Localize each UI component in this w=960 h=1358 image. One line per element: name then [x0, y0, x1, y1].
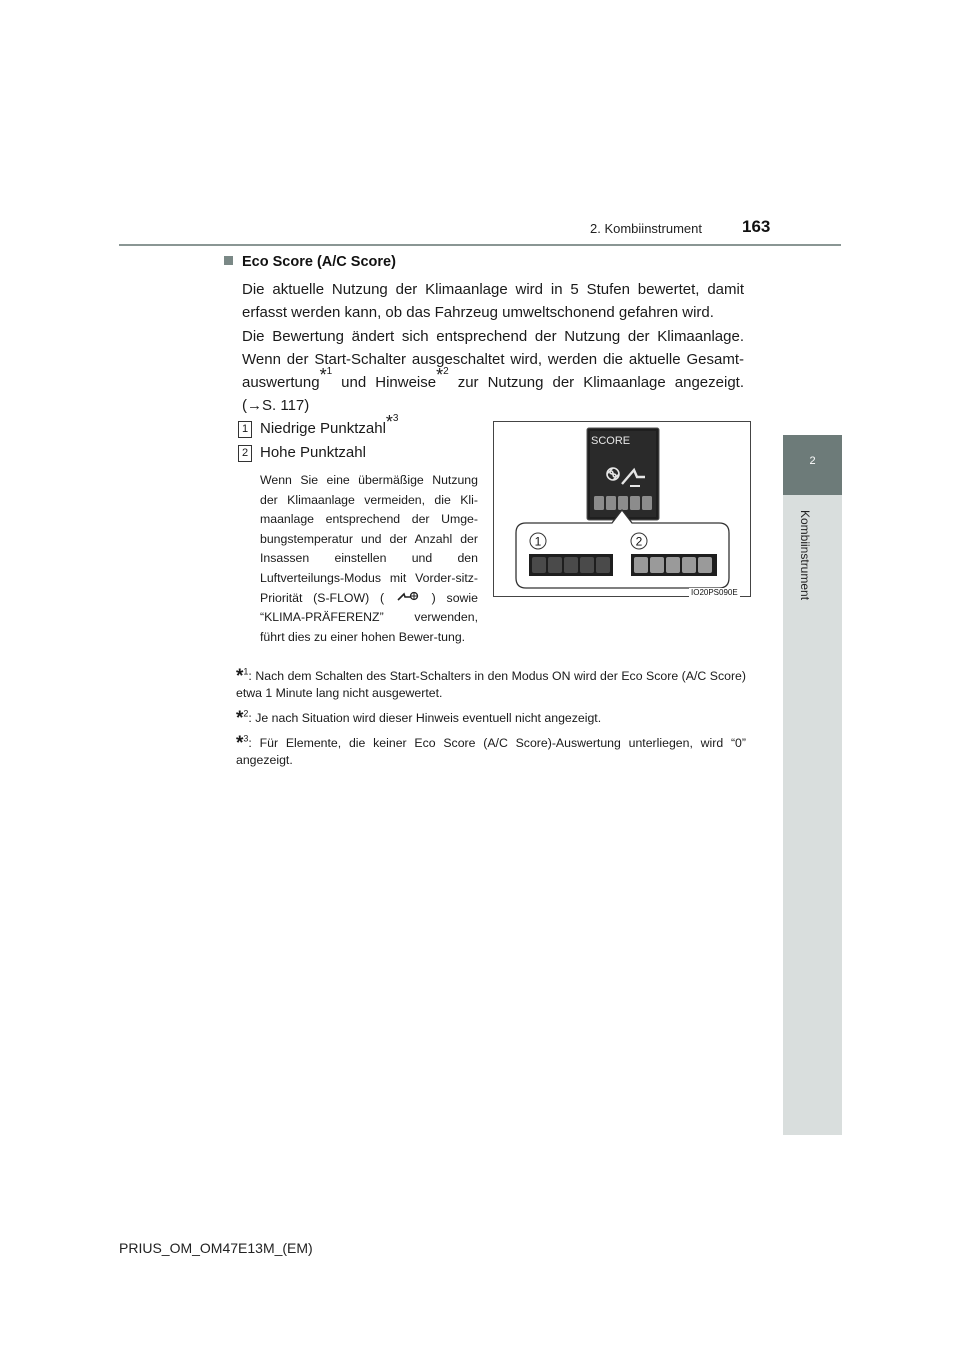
page-number: 163	[742, 217, 771, 236]
document-id: PRIUS_OM_OM47E13M_(EM)	[119, 1240, 313, 1256]
footnote-marker-num: 1	[243, 666, 249, 677]
item-label: Hohe Punktzahl	[260, 444, 366, 461]
footnote-marker: *$^2$	[236, 708, 249, 729]
footnote-text: Je nach Situation wird dieser Hinweis eventuell nicht angezeigt.	[255, 711, 602, 725]
callout-bubble	[516, 510, 729, 588]
section-title-text: Eco Score (A/C Score)	[242, 254, 396, 270]
list-item-high-score	[238, 444, 366, 463]
paragraph-rating-text-3: zur Nutzung der Klimaanlage angezeigt. (→S. 117)	[242, 374, 744, 414]
paragraph-intro: Die aktuelle Nutzung der Klimaanlage wird in 5 Stufen bewertet, damit erfasst werden kann, ob das Fahrzeug umweltschonend gefahren wird.	[242, 281, 744, 321]
screen-score-bars	[594, 496, 652, 510]
low-score-bar	[529, 554, 613, 576]
paragraph-rating-text-2: und Hinweise	[332, 374, 437, 391]
item-number-badge: 1	[238, 421, 252, 438]
eco-score-illustration	[494, 422, 750, 596]
chapter-tab-number: 2	[809, 455, 816, 467]
square-bullet-icon	[224, 256, 233, 265]
header-section-title: 2. Kombiinstrument	[590, 221, 702, 236]
callout-2	[631, 533, 647, 549]
footnote-marker: *$^1$	[236, 666, 249, 687]
item-label: Niedrige Punktzahl	[260, 420, 386, 437]
footnote-marker-num: 3	[243, 733, 249, 744]
paragraph-rating	[242, 325, 744, 417]
footnote-ref-3-num: 3	[392, 413, 399, 424]
high-score-bar	[631, 554, 717, 576]
callout-2-label: 2	[635, 534, 643, 549]
chapter-rail	[783, 495, 842, 1135]
footnote-ref-2-num: 2	[443, 366, 449, 377]
eco-score-figure	[493, 421, 751, 597]
footnote-text: Nach dem Schalten des Start-Schalters in den Modus ON wird der Eco Score (A/C Score) etwa 1 Minute lang nicht ausgewertet.	[236, 669, 746, 700]
note-text-2: ) sowie “KLIMA-PRÄFERENZ” verwenden, führt dies zu einer hohen Bewer-tung.	[260, 590, 478, 644]
header-rule	[119, 244, 841, 246]
callout-1-label: 1	[534, 534, 542, 549]
note-text-1: Wenn Sie eine übermäßige Nutzung der Klimaanlage vermeiden, die Kli-maanlage entsprechend der Umge-bungstemperatur und der Anzahl der Insassen einstellen und den Luftverteilungs-Modus mit Vorder-sitz-Priorität (S-FLOW) (	[260, 473, 478, 605]
footnote-ref-2: *$^2$	[436, 365, 449, 385]
footnote-marker: *$^3$	[236, 733, 249, 754]
section-title	[224, 254, 396, 270]
chapter-tab-label: Kombiinstrument	[798, 510, 812, 601]
list-item-low-score	[238, 412, 399, 439]
footnote-ref-1-num: 1	[326, 366, 333, 377]
footnote-ref-1: *$^1$	[319, 365, 333, 385]
figure-code: IO20PS090E	[691, 588, 738, 597]
footnote-text: Für Elemente, die keiner Eco Score (A/C Score)-Auswertung unterliegen, wird “0” angezeigt.	[236, 736, 746, 767]
callout-1	[530, 533, 546, 549]
footnote-2: *$^2$: Je nach Situation wird dieser Hinweis eventuell nicht angezeigt.	[236, 708, 602, 729]
note-text	[260, 471, 478, 647]
footnote-3: *$^3$: Für Elemente, die keiner Eco Score (A/C Score)-Auswertung unterliegen, wird “0” angezeigt.	[236, 733, 746, 767]
paragraph-rating-text-1: Die Bewertung ändert sich entsprechend der Nutzung der Klimaanlage. Wenn der Start-Schalter ausgeschaltet wird, werden die aktuelle Gesamt-auswertung	[242, 328, 744, 391]
footnote-ref-3: *$^3$	[385, 412, 399, 432]
footnote-marker-num: 2	[243, 708, 249, 719]
footnote-1: *$^1$: Nach dem Schalten des Start-Schalters in den Modus ON wird der Eco Score (A/C Score) etwa 1 Minute lang nicht ausgewertet.	[236, 666, 746, 700]
item-number-badge: 2	[238, 445, 252, 462]
s-flow-icon	[395, 591, 421, 603]
screen-score-label: SCORE	[591, 435, 631, 447]
